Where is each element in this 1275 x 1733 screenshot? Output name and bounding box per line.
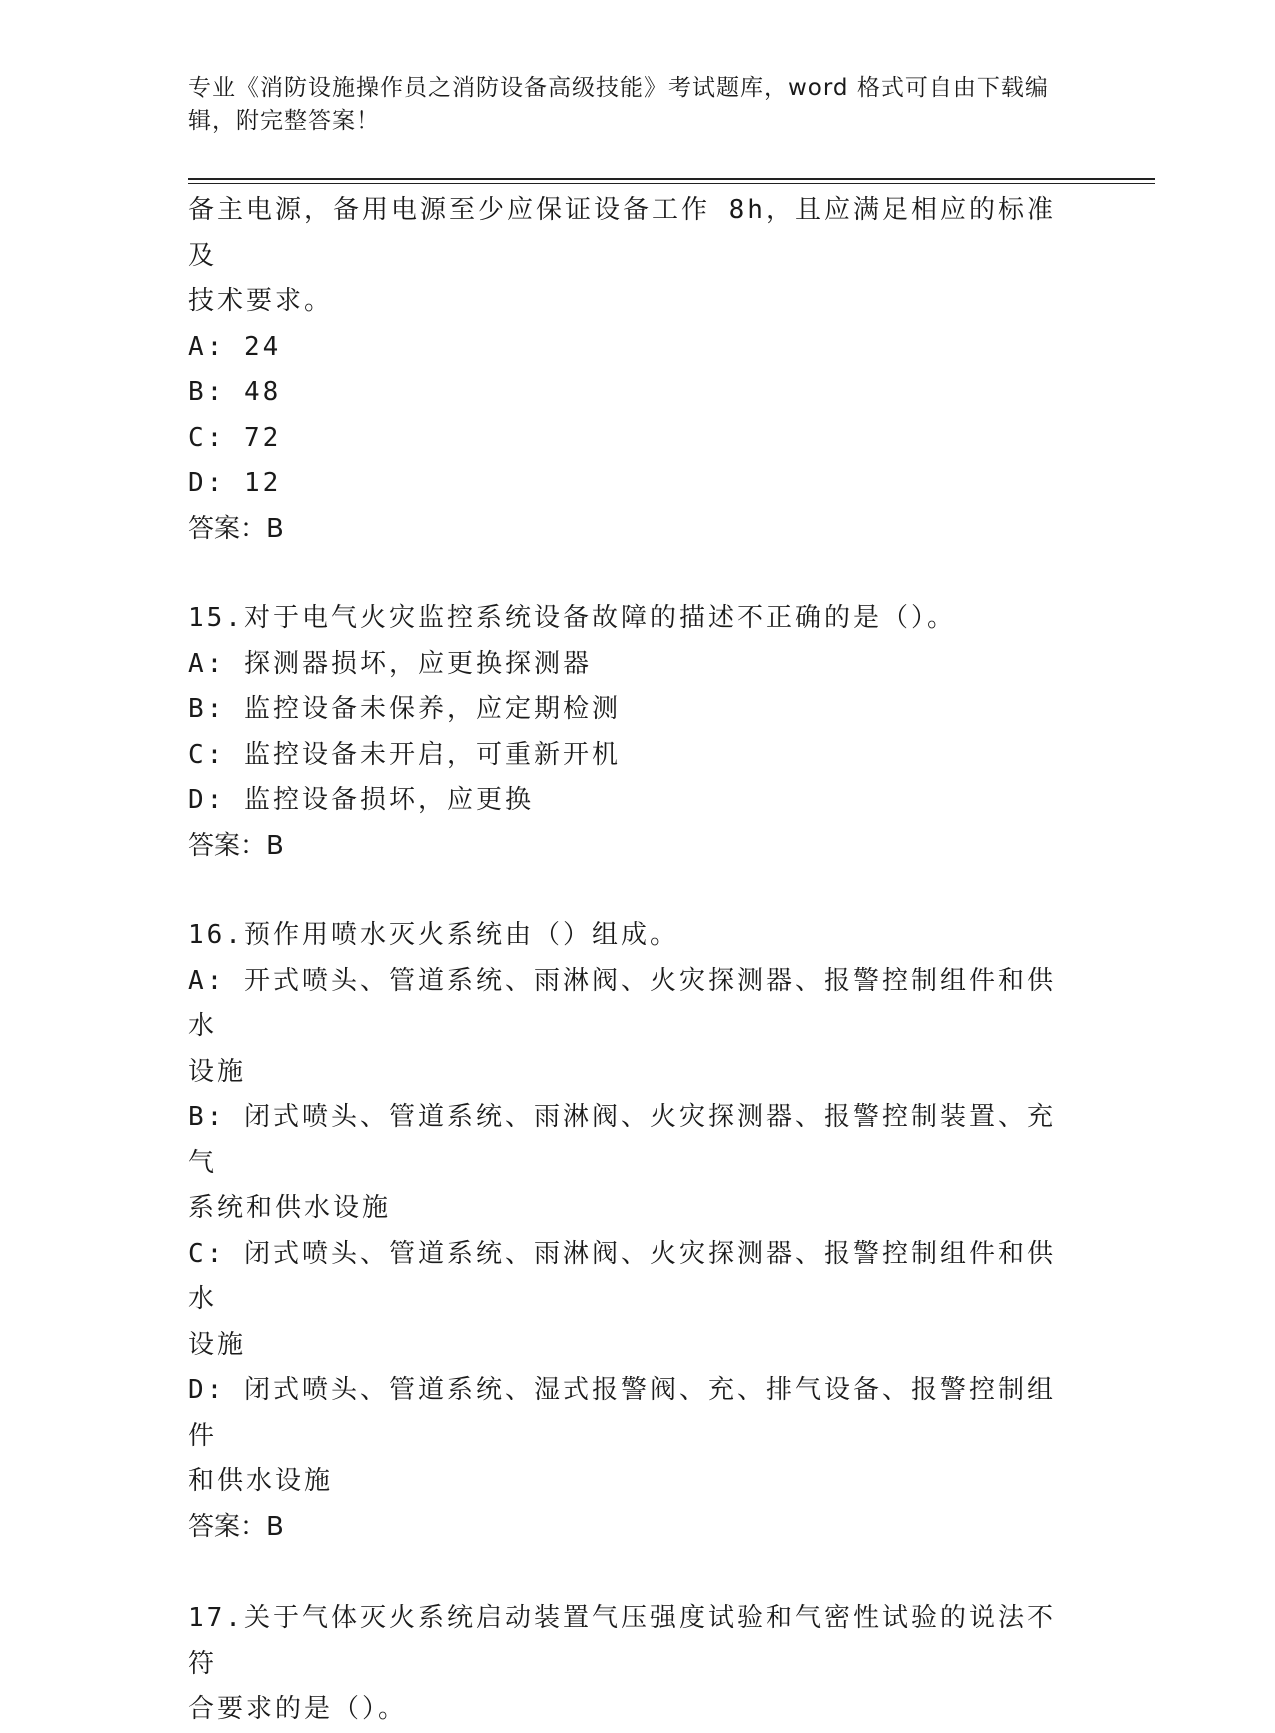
header-divider-thin (188, 183, 1155, 184)
question-stem: 15.对于电气火灾监控系统设备故障的描述不正确的是（）。 (188, 603, 956, 633)
option-c: C: 72 (188, 422, 282, 453)
option-d: D: 监控设备损坏，应更换 (188, 785, 534, 815)
question-text: 备主电源，备用电源至少应保证设备工作 8h，且应满足相应的标准及 (188, 195, 1056, 271)
question-15 (188, 596, 1068, 869)
header-divider-thick (188, 178, 1155, 180)
question-17 (188, 1596, 1068, 1733)
option-a: A: 探测器损坏，应更换探测器 (188, 648, 592, 679)
option-a: A: 开式喷头、管道系统、雨淋阀、火灾探测器、报警控制组件和供水 (188, 965, 1056, 1041)
question-stem: 16.预作用喷水灭火系统由（）组成。 (188, 920, 679, 950)
option-d-continued: 和供水设施 (188, 1466, 334, 1496)
header-line-1: 专业《消防设施操作员之消防设备高级技能》考试题库，word 格式可自由下载编 (188, 75, 1049, 101)
document-header (188, 72, 1068, 138)
option-d: D: 闭式喷头、管道系统、湿式报警阀、充、排气设备、报警控制组件 (188, 1375, 1056, 1451)
option-a: A: 24 (188, 331, 282, 362)
document-body (188, 188, 1068, 1733)
question-stem: 17.关于气体灭火系统启动装置气压强度试验和气密性试验的说法不符 (188, 1603, 1056, 1679)
option-c-continued: 设施 (188, 1329, 247, 1360)
spacer (188, 1550, 1068, 1596)
option-b: B: 监控设备未保养，应定期检测 (188, 694, 621, 724)
option-b: B: 48 (188, 377, 282, 407)
option-c: C: 闭式喷头、管道系统、雨淋阀、火灾探测器、报警控制组件和供水 (188, 1238, 1056, 1314)
option-c: C: 监控设备未开启，可重新开机 (188, 739, 621, 770)
option-b-continued: 系统和供水设施 (188, 1193, 392, 1223)
question-text: 技术要求。 (188, 286, 334, 316)
question-stem-continued: 合要求的是（）。 (188, 1694, 408, 1724)
spacer (188, 869, 1068, 913)
answer: 答案：B (188, 1511, 284, 1542)
answer: 答案：B (188, 830, 284, 861)
question-16 (188, 913, 1068, 1550)
option-d: D: 12 (188, 468, 282, 498)
option-a-continued: 设施 (188, 1056, 247, 1087)
answer: 答案：B (188, 513, 284, 544)
spacer (188, 552, 1068, 596)
option-b: B: 闭式喷头、管道系统、雨淋阀、火灾探测器、报警控制装置、充气 (188, 1102, 1056, 1178)
question-14-continuation (188, 188, 1068, 552)
header-line-2: 辑，附完整答案！ (188, 108, 380, 134)
